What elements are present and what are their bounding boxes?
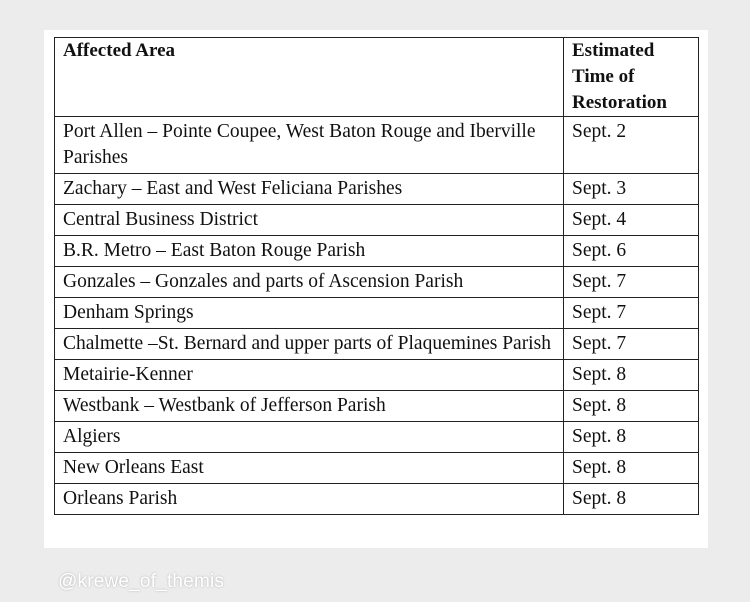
cell-time: Sept. 8 <box>564 453 699 484</box>
cell-area: Chalmette –St. Bernard and upper parts of Plaquemines Parish <box>55 329 564 360</box>
cell-area: B.R. Metro – East Baton Rouge Parish <box>55 236 564 267</box>
table-row <box>55 391 699 422</box>
table-row <box>55 360 699 391</box>
cell-time: Sept. 6 <box>564 236 699 267</box>
cell-area: Port Allen – Pointe Coupee, West Baton Rouge and Iberville Parishes <box>55 117 564 174</box>
cell-area: Metairie-Kenner <box>55 360 564 391</box>
table-row <box>55 484 699 515</box>
cell-area: New Orleans East <box>55 453 564 484</box>
cell-time: Sept. 7 <box>564 298 699 329</box>
table-row <box>55 174 699 205</box>
cell-area: Zachary – East and West Feliciana Parishes <box>55 174 564 205</box>
table-row <box>55 236 699 267</box>
cell-time: Sept. 8 <box>564 391 699 422</box>
cell-time: Sept. 3 <box>564 174 699 205</box>
table-header-row <box>55 38 699 117</box>
cell-area: Algiers <box>55 422 564 453</box>
watermark-handle: @krewe_of_themis <box>58 571 225 592</box>
cell-time: Sept. 8 <box>564 360 699 391</box>
cell-time: Sept. 8 <box>564 484 699 515</box>
table-row <box>55 422 699 453</box>
cell-time: Sept. 7 <box>564 329 699 360</box>
cell-area: Westbank – Westbank of Jefferson Parish <box>55 391 564 422</box>
cell-area: Denham Springs <box>55 298 564 329</box>
table-row <box>55 453 699 484</box>
cell-area: Orleans Parish <box>55 484 564 515</box>
cell-time: Sept. 8 <box>564 422 699 453</box>
table-row <box>55 117 699 174</box>
header-affected-area: Affected Area <box>55 38 564 117</box>
header-restoration-time: Estimated Time of Restoration <box>564 38 699 117</box>
cell-time: Sept. 2 <box>564 117 699 174</box>
cell-time: Sept. 7 <box>564 267 699 298</box>
table-row <box>55 205 699 236</box>
restoration-table <box>54 37 699 515</box>
document-card <box>44 30 708 548</box>
cell-area: Gonzales – Gonzales and parts of Ascension Parish <box>55 267 564 298</box>
table-row <box>55 298 699 329</box>
table-row <box>55 267 699 298</box>
table-row <box>55 329 699 360</box>
cell-area: Central Business District <box>55 205 564 236</box>
cell-time: Sept. 4 <box>564 205 699 236</box>
